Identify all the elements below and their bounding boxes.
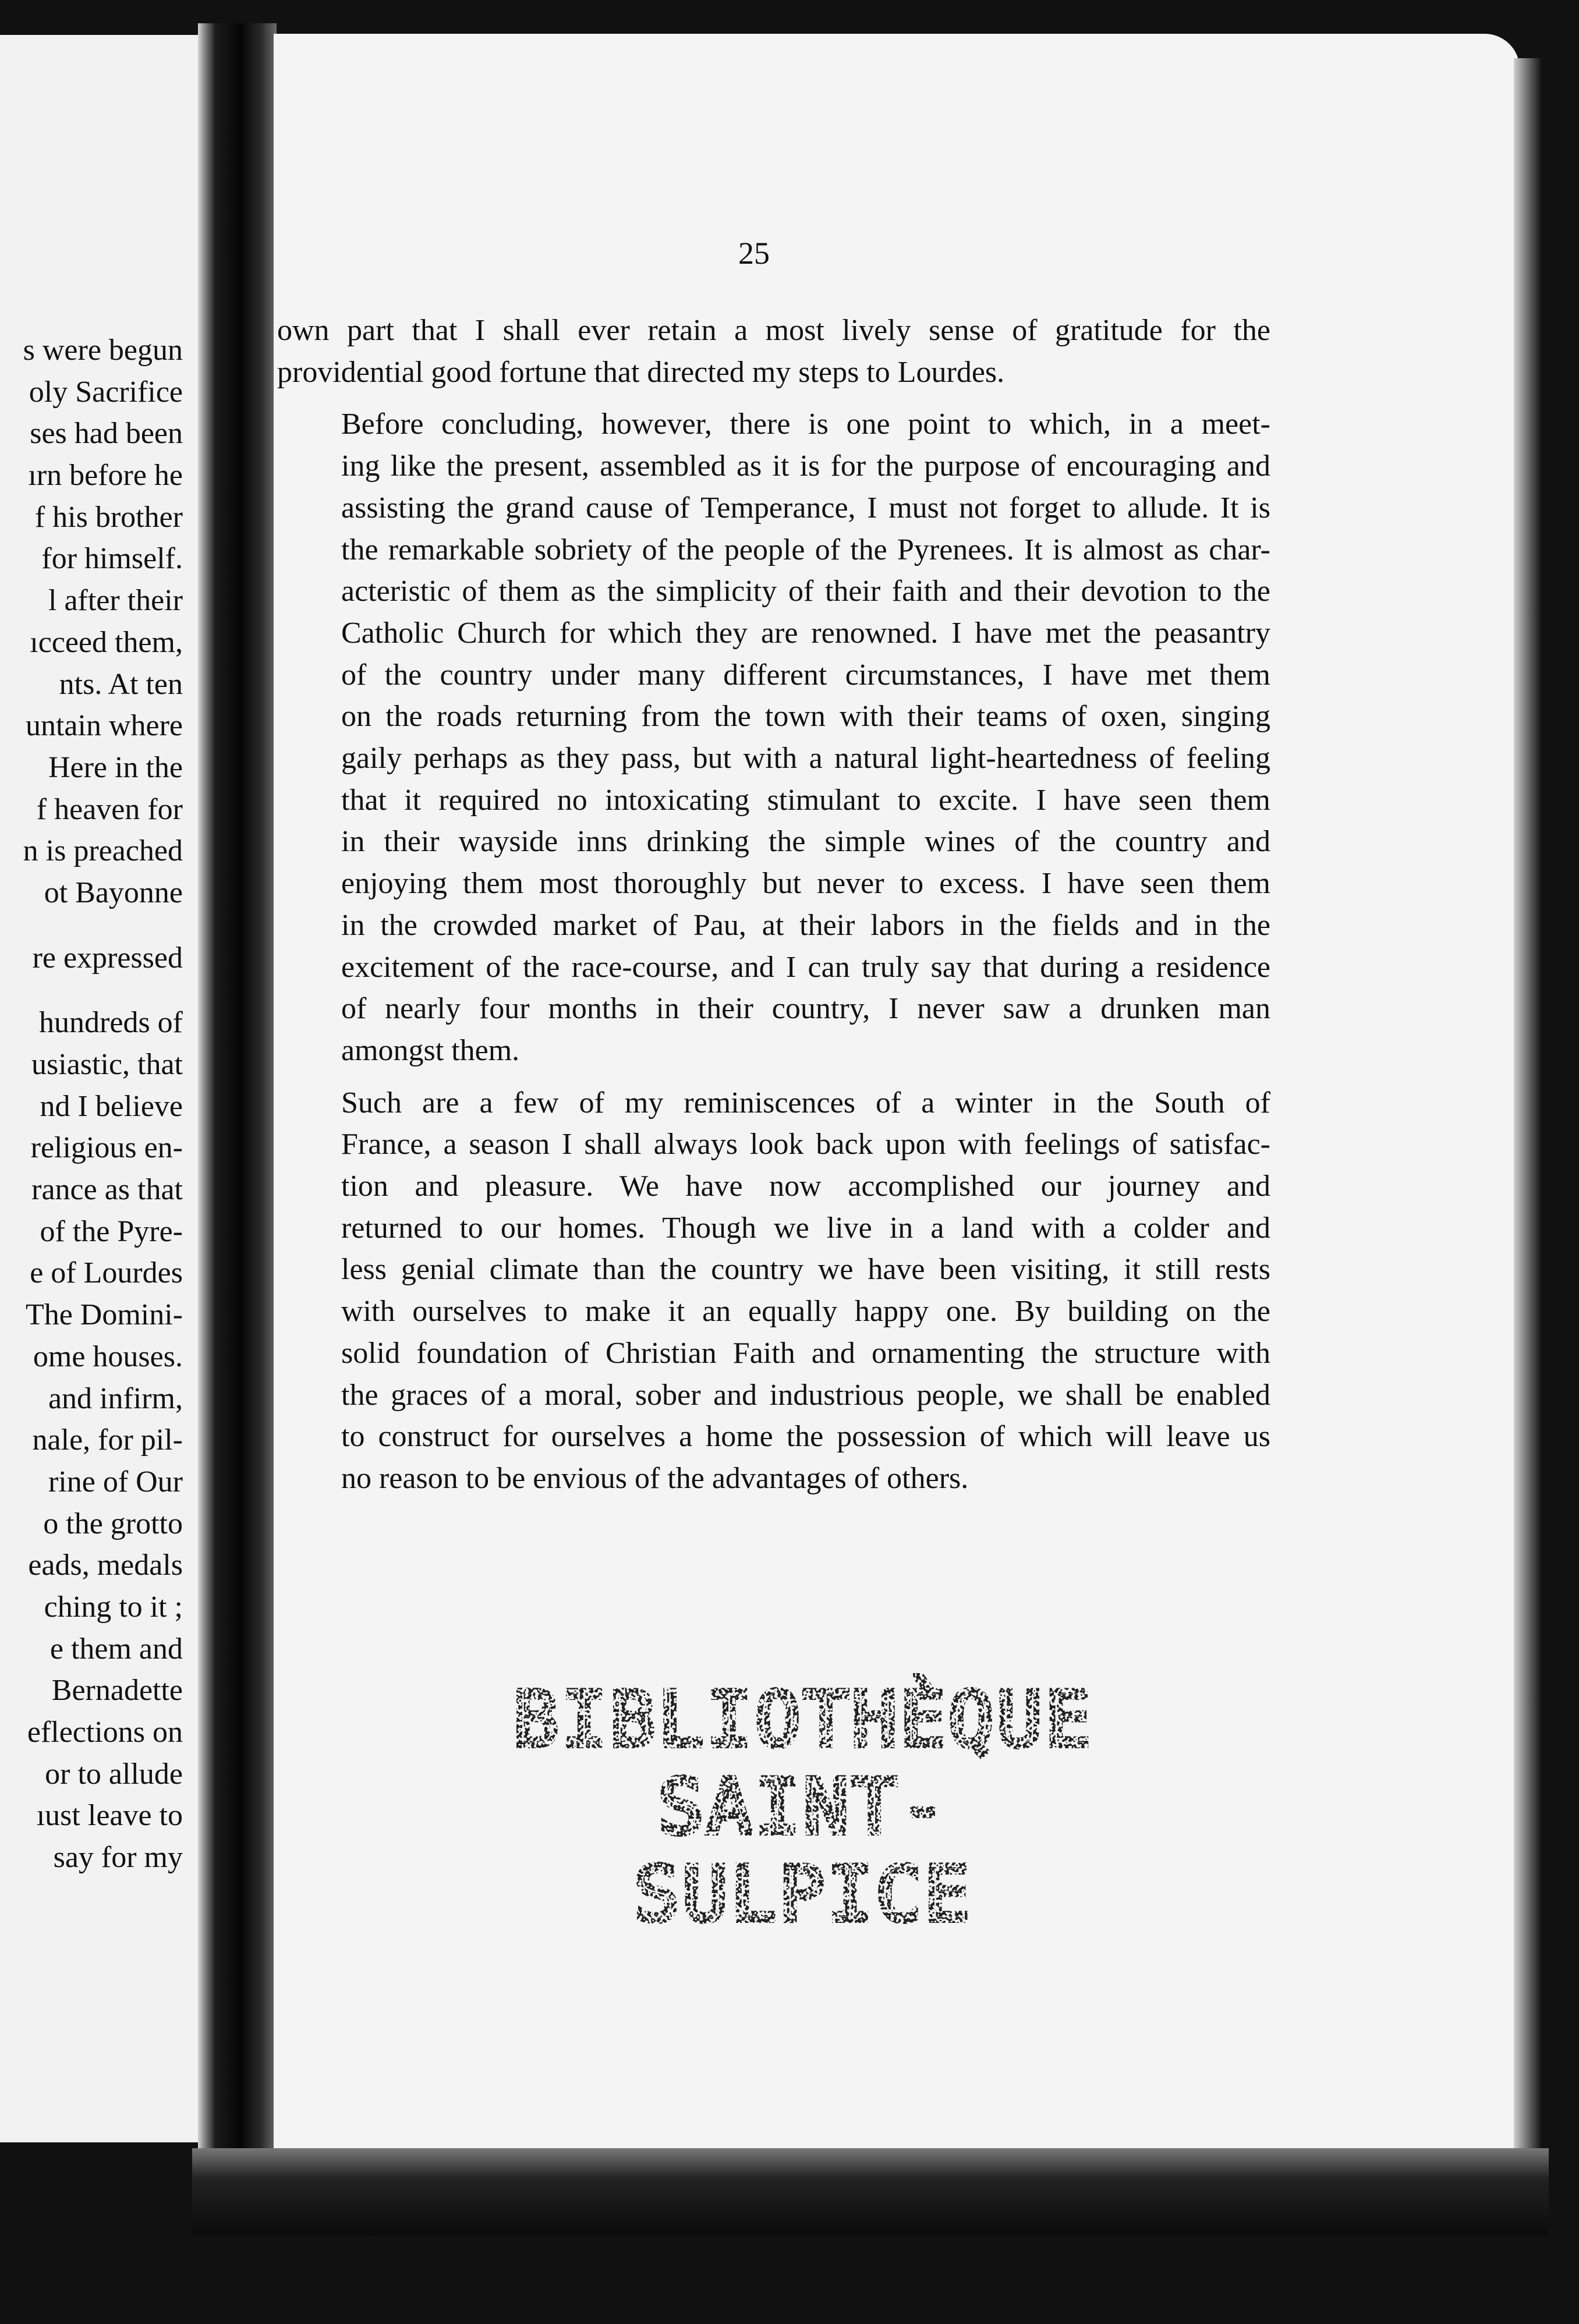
left-page-line: l after their (48, 584, 183, 618)
left-page-line: eflections on (27, 1716, 183, 1749)
body-text (277, 310, 1270, 1500)
left-page-line: of the Pyre- (40, 1214, 183, 1248)
paragraph (277, 403, 1270, 1071)
text-line: on the roads returning from the town with their teams of oxen, singing (341, 700, 1270, 734)
left-page-line: s were begun (23, 334, 183, 367)
text-line: solid foundation of Christian Faith and ornamenting the structure with (341, 1336, 1270, 1370)
left-page-line: The Domini- (25, 1298, 183, 1332)
page-number: 25 (738, 236, 770, 271)
text-line: less genial climate than the country we have been visiting, it still rests (341, 1253, 1270, 1287)
text-line: own part that I shall ever retain a most lively sense of gratitude for the (277, 314, 1270, 347)
text-line: that it required no intoxicating stimulant to excite. I have seen them (341, 783, 1270, 817)
left-line-gap (0, 914, 183, 937)
text-line: returned to our homes. Though we live in a land with a colder and (341, 1211, 1270, 1245)
page-right-edge (1514, 58, 1542, 2148)
left-page-line: ıcceed them, (30, 625, 183, 659)
text-line: Such are a few of my reminiscences of a winter in the South of (341, 1086, 1270, 1120)
left-page-fragment (0, 35, 198, 2142)
left-page-line: ıust leave to (36, 1799, 183, 1833)
left-page-line: o the grotto (43, 1507, 183, 1540)
left-page-line: or to allude (45, 1757, 183, 1791)
left-page-line: hundreds of (39, 1006, 183, 1040)
left-page-line: for himself. (41, 542, 183, 576)
left-page-line: nale, for pil- (32, 1423, 183, 1457)
text-line: acteristic of them as the simplicity of their faith and their devotion to the (341, 575, 1270, 608)
stamp-line-1: BIBLIOTHÈQUE (513, 1677, 1094, 1763)
left-page-line: nts. At ten (59, 667, 183, 701)
left-page-line: n is preached (23, 834, 183, 868)
left-page-line: rance as that (31, 1173, 183, 1207)
text-line: ing like the present, assembled as it is for the purpose of encouraging and (341, 449, 1270, 483)
left-page-line: untain where (25, 709, 183, 743)
left-page-line: eads, medals (28, 1549, 183, 1582)
text-line: with ourselves to make it an equally happy one. By building on the (341, 1295, 1270, 1328)
text-line: assisting the grand cause of Temperance, I must not forget to allude. It is (341, 491, 1270, 525)
left-page-line: religious en- (30, 1131, 183, 1165)
left-page-line: ome houses. (33, 1340, 183, 1373)
text-line: of nearly four months in their country, I never saw a drunken man (341, 992, 1270, 1026)
left-page-line: usiastic, that (31, 1048, 183, 1081)
left-page-line: re expressed (32, 941, 183, 975)
paragraph (277, 310, 1270, 393)
text-line: providential good fortune that directed my steps to Lourdes. (277, 355, 1005, 389)
text-line: to construct for ourselves a home the possession of which will leave us (341, 1420, 1270, 1454)
left-page-line: ot Bayonne (44, 876, 183, 909)
left-page-line: f his brother (34, 500, 183, 534)
text-line: gaily perhaps as they pass, but with a natural light-heartedness of feeling (341, 742, 1270, 775)
text-line: in the crowded market of Pau, at their labors in the fields and in the (341, 908, 1270, 942)
left-page-line: say for my (53, 1841, 183, 1875)
text-line: no reason to be envious of the advantages of others. (341, 1461, 969, 1495)
left-page-line: e of Lourdes (30, 1256, 183, 1290)
library-stamp (512, 1677, 1095, 1938)
left-page-line: and infirm, (48, 1381, 183, 1415)
left-page-line: Bernadette (51, 1674, 183, 1707)
text-line: tion and pleasure. We have now accomplished our journey and (341, 1170, 1270, 1203)
text-line: amongst them. (341, 1033, 520, 1067)
text-line: Catholic Church for which they are renowned. I have met the peasantry (341, 616, 1270, 650)
left-page-line: f heaven for (36, 792, 183, 826)
left-page-line: oly Sacrifice (29, 375, 183, 409)
text-line: of the country under many different circumstances, I have met them (341, 658, 1270, 692)
text-line: the remarkable sobriety of the people of the Pyrenees. It is almost as char- (341, 533, 1270, 566)
left-page-line: ses had been (30, 417, 183, 451)
text-line: Before concluding, however, there is one point to which, in a meet- (341, 408, 1270, 441)
left-page-text (0, 330, 183, 1879)
book-spine-gutter (198, 23, 277, 2148)
page-bottom-edge (192, 2148, 1549, 2236)
left-page-line: nd I believe (40, 1089, 183, 1123)
text-line: the graces of a moral, sober and industrious people, we shall be enabled (341, 1378, 1270, 1412)
paragraph (277, 1082, 1270, 1500)
stamp-line-2: SAINT-SULPICE (634, 1764, 973, 1938)
text-line: excitement of the race-course, and I can truly say that during a residence (341, 950, 1270, 984)
left-line-gap (0, 979, 183, 1002)
left-page-line: rine of Our (48, 1465, 183, 1498)
left-page-line: ırn before he (28, 459, 183, 493)
text-line: enjoying them most thoroughly but never to excess. I have seen them (341, 867, 1270, 901)
text-line: in their wayside inns drinking the simple wines of the country and (341, 825, 1270, 859)
left-page-line: Here in the (48, 750, 183, 784)
left-page-line: ching to it ; (44, 1590, 183, 1624)
text-line: France, a season I shall always look back upon with feelings of satisfac- (341, 1128, 1270, 1161)
left-page-line: e them and (49, 1632, 183, 1666)
